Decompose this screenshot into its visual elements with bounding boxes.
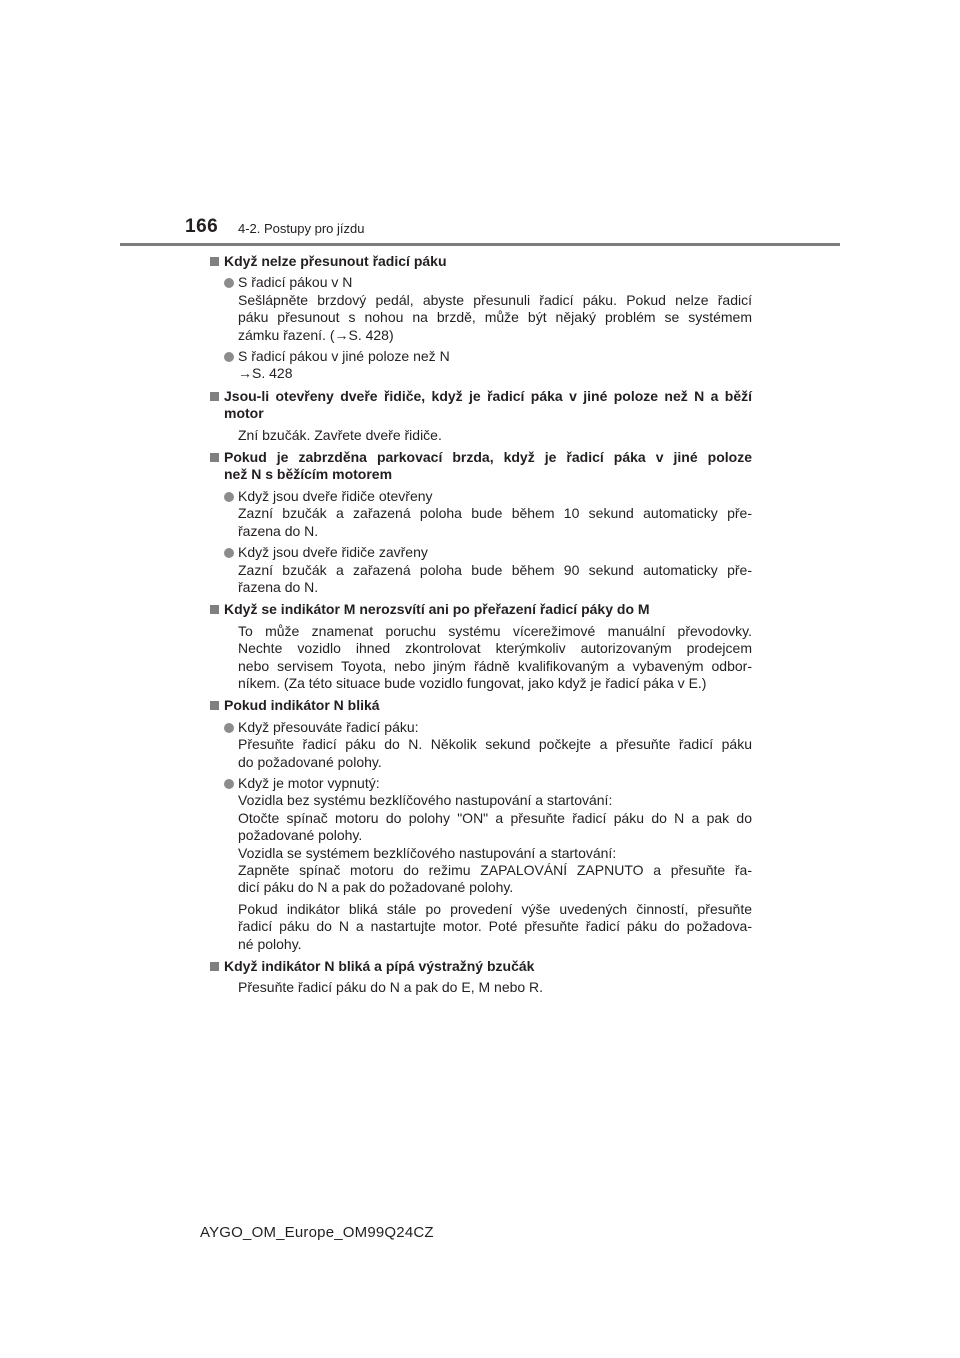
bullet-title: Když jsou dveře řidiče otevřeny bbox=[238, 487, 433, 504]
circle-bullet-icon bbox=[224, 278, 234, 288]
bullet-title: Když jsou dveře řidiče zavřeny bbox=[238, 544, 428, 561]
section-heading: Když indikátor N bliká a pípá výstražný bzučák bbox=[210, 958, 752, 975]
page-number: 166 bbox=[185, 216, 219, 237]
square-bullet-icon bbox=[210, 257, 219, 266]
circle-bullet-icon bbox=[224, 779, 234, 789]
list-item: Když jsou dveře řidiče zavřeny Zazní bzučák a zařazená poloha bude během 90 sekund automaticky pře- řazena do N. bbox=[210, 544, 752, 596]
circle-bullet-icon bbox=[224, 548, 234, 558]
section-heading: Když se indikátor M nerozsvítí ani po přeřazení řadicí páky do M bbox=[210, 601, 752, 618]
circle-bullet-icon bbox=[224, 723, 234, 733]
paragraph: Přesuňte řadicí páku do N a pak do E, M nebo R. bbox=[238, 979, 544, 996]
page-reference: S. 428 bbox=[252, 365, 293, 382]
list-item: Když jsou dveře řidiče otevřeny Zazní bzučák a zařazená poloha bude během 10 sekund automaticky pře- řazena do N. bbox=[210, 488, 752, 540]
paragraph: Zní bzučák. Zavřete dveře řidiče. bbox=[238, 426, 442, 443]
section-heading: Pokud je zabrzděna parkovací brzda, když je řadicí páka v jiné poloze než N s běžícím motorem bbox=[210, 449, 752, 484]
arrow-right-icon: → bbox=[334, 326, 349, 343]
section-heading: Když nelze přesunout řadicí páku bbox=[210, 253, 752, 270]
bullet-title: Když přesouváte řadicí páku: bbox=[238, 718, 419, 735]
arrow-right-icon: → bbox=[238, 365, 252, 382]
bullet-title: S řadicí pákou v N bbox=[238, 274, 353, 291]
square-bullet-icon bbox=[210, 605, 219, 614]
section-heading: Pokud indikátor N bliká bbox=[210, 697, 752, 714]
list-item: Když je motor vypnutý: Vozidla bez systému bezklíčového nastupování a startování: Otočte spínač motoru do polohy "ON" a přesuňte řadicí páku do N a pak do požadované polohy. Vozidla se systémem bezklíčového nastupování a startování: Zapněte spínač motoru do režimu ZAPALOVÁNÍ ZAPNUTO a přesuňte řa- dicí páku do N a pak do požadované polohy. bbox=[210, 775, 752, 897]
square-bullet-icon bbox=[210, 392, 219, 401]
page-reference: S. 428) bbox=[348, 326, 394, 343]
section-heading: Jsou-li otevřeny dveře řidiče, když je řadicí páka v jiné poloze než N a běží motor bbox=[210, 388, 752, 423]
list-item: S řadicí pákou v N Sešlápněte brzdový pedál, abyste přesunuli řadicí páku. Pokud nelze řadicí páku přesunout s nohou na brzdě, může být nějaký problém se systémem zámku řazení. (→S. 428) bbox=[210, 274, 752, 344]
bullet-title: Když je motor vypnutý: bbox=[238, 774, 380, 791]
header-rule bbox=[120, 243, 840, 246]
list-item: Když přesouváte řadicí páku: Přesuňte řadicí páku do N. Několik sekund počkejte a přesuňte řadicí páku do požadované polohy. bbox=[210, 719, 752, 771]
document-code: AYGO_OM_Europe_OM99Q24CZ bbox=[200, 1224, 434, 1241]
paragraph: To může znamenat poruchu systému vícerežimové manuální převodovky. Nechte vozidlo ihned zkontrolovat kterýmkoliv autorizovaným prodejcem nebo servisem Toyota, nebo jiným řádně kvalifikovaným a vybaveným odbor- níkem. (Za této situace bude vozidlo fungovat, jako když je řadicí páka v E.) bbox=[238, 622, 752, 691]
square-bullet-icon bbox=[210, 453, 219, 462]
circle-bullet-icon bbox=[224, 492, 234, 502]
square-bullet-icon bbox=[210, 962, 219, 971]
section-title: 4-2. Postupy pro jízdu bbox=[238, 221, 365, 236]
bullet-title: S řadicí pákou v jiné poloze než N bbox=[238, 348, 450, 365]
paragraph: Pokud indikátor bliká stále po provedení výše uvedených činností, přesuňte řadicí páku do N a nastartujte motor. Poté přesuňte řadicí páku do požadova- né polohy. bbox=[238, 900, 752, 952]
page-content bbox=[210, 253, 752, 997]
square-bullet-icon bbox=[210, 701, 219, 710]
list-item bbox=[210, 348, 752, 383]
circle-bullet-icon bbox=[224, 352, 234, 362]
